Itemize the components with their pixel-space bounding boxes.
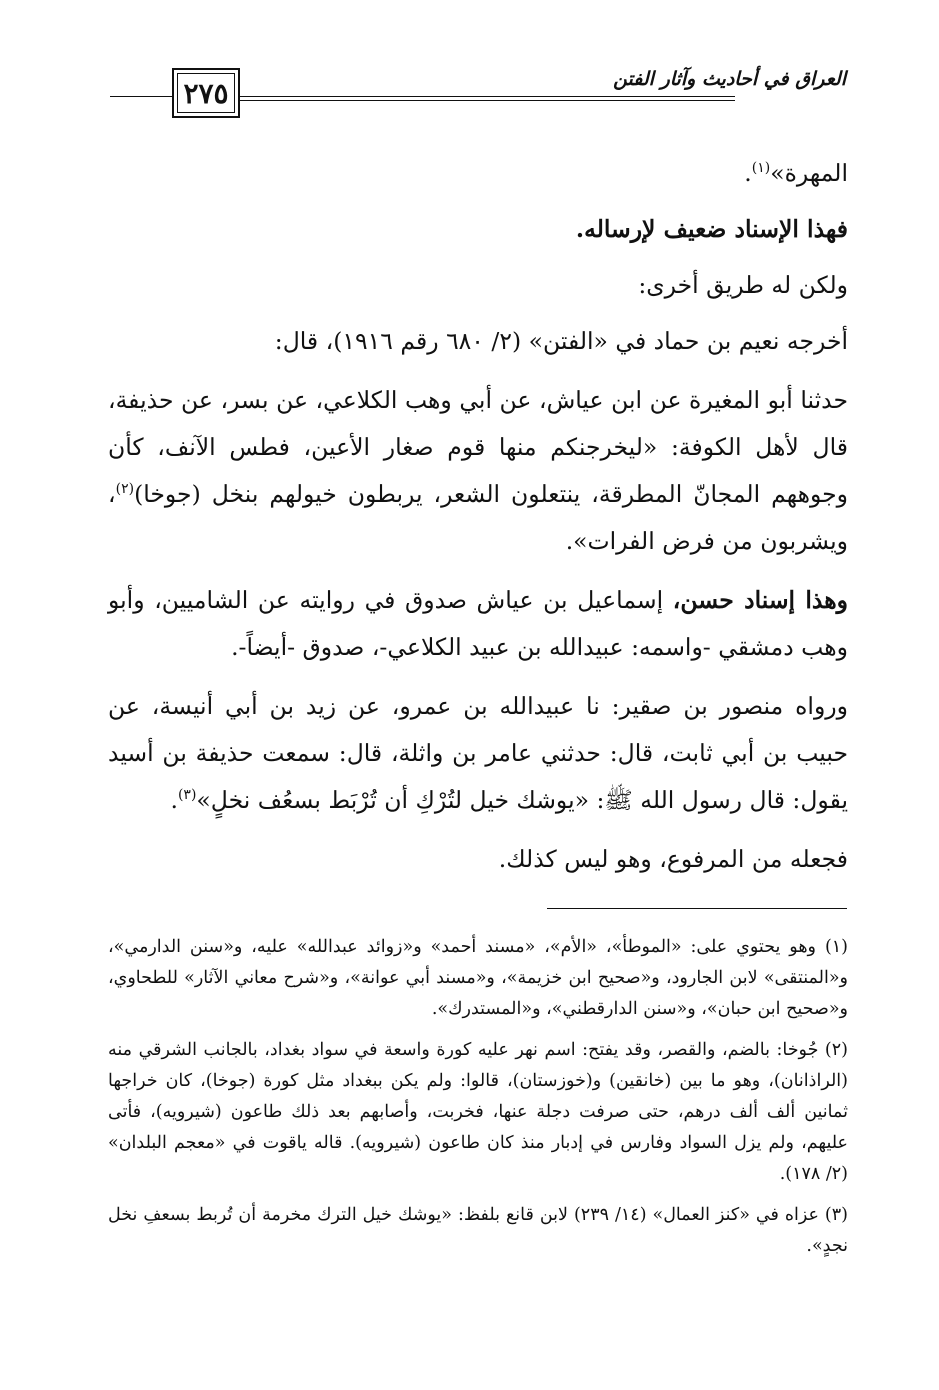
paragraph-0 [108, 150, 848, 197]
footnote-2: (٢) جُوخا: بالضم، والقصر، وقد يفتح: اسم نهر عليه كورة واسعة في سواد بغداد، بالجانب الشرقي منه (الراذانان)، وهو ما بين (خانقين) و(خوزستان)، قالوا: ولم يكن ببغداد مثل كورة (جوخا)، كان خراجها ثمانين ألف ألف درهم، حتى صرفت دجلة عنها، فخربت، وأصابهم بعد ذلك طاعون (شيرويه)، فأتى عليهم، ولم يزل السواد وفارس في إدبار منذ كان طاعون (شيرويه). قاله ياقوت في «معجم البلدان» (٢/ ١٧٨). [108, 1040, 848, 1184]
paragraph-4-end: ، ويشربون من فرض الفرات». [108, 480, 848, 555]
header-rule-thin [240, 100, 735, 101]
paragraph-0-end: . [744, 159, 752, 187]
paragraph-6-end: . [170, 786, 178, 814]
footnote-ref-3: (٣) [177, 787, 197, 804]
running-title: العراق في أحاديث وآثار الفتن [613, 68, 846, 90]
paragraph-2: ولكن له طريق أخرى: [638, 271, 848, 299]
footnote-ref-1: (١) [751, 160, 771, 177]
header-rule-left [110, 96, 172, 97]
paragraph-5-bold: وهذا إسناد حسن، [672, 586, 849, 614]
footnote-1: (١) وهو يحتوي على: «الموطأ»، «الأم»، «مسند أحمد» و«زوائد عبدالله» عليه، و«سنن الدارمي»، و«المنتقى» لابن الجارود، و«صحيح ابن خزيمة»، و«مسند أبي عوانة»، و«شرح معاني الآثار» للطحاوي، و«صحيح ابن حبان»، و«سنن الدارقطني»، و«المستدرك». [108, 937, 848, 1019]
paragraph-1: فهذا الإسناد ضعيف لإرساله. [575, 215, 848, 243]
paragraph-0-text: المهرة» [770, 159, 848, 187]
paragraph-6-text: ورواه منصور بن صقير: نا عبيدالله بن عمرو، عن زيد بن أبي أنيسة، عن حبيب بن أبي ثابت، قال: حدثني عامر بن واثلة، قال: سمعت حذيفة بن أسيد يقول: قال رسول الله ﷺ: «يوشك خيل لتُرْكِ أن تُرْبَط بسعُف نخلٍ» [108, 692, 848, 814]
paragraph-5-text: إسماعيل بن عياش صدوق في روايته عن الشاميين، وأبو وهب دمشقي -واسمه: عبيدالله بن عبيد الكلاعي-، صدوق -أيضاً-. [108, 586, 848, 661]
paragraph-6 [108, 683, 848, 824]
page-number: ٢٧٥ [183, 76, 229, 110]
paragraph-4 [108, 377, 848, 565]
paragraph-3: أخرجه نعيم بن حماد في «الفتن» (٢/ ٦٨٠ رقم ١٩١٦)، قال: [274, 327, 848, 355]
paragraph-4-text: حدثنا أبو المغيرة عن ابن عياش، عن أبي وهب الكلاعي، عن بسر، عن حذيفة، قال لأهل الكوفة: «ليخرجنكم منها قوم صغار الأعين، فطس الآنف، كأن وجوههم المجانّ المطرقة، ينتعلون الشعر، يربطون خيولهم بنخل (جوخا) [108, 386, 848, 508]
page-number-box [172, 68, 240, 118]
footnotes [108, 932, 848, 1272]
footnote-ref-2: (٢) [115, 481, 135, 498]
paragraph-5 [108, 577, 848, 671]
footnote-3: (٣) عزاه في «كنز العمال» (١٤/ ٢٣٩) لابن قانع بلفظ: «يوشك خيل الترك مخرمة أن تُربط بسعفِ نخل نجدٍ». [108, 1205, 848, 1256]
main-text [108, 150, 848, 895]
running-header [110, 62, 846, 122]
paragraph-7: فجعله من المرفوع، وهو ليس كذلك. [498, 845, 848, 873]
header-rule [240, 96, 735, 97]
footnote-separator [547, 908, 847, 909]
